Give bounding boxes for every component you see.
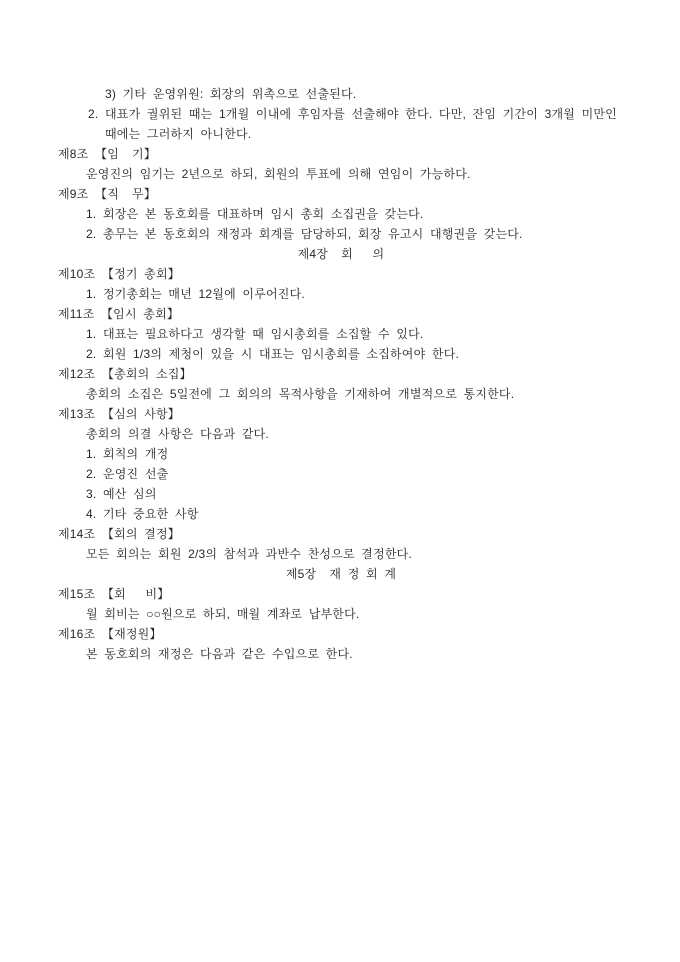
article-12-heading: 제12조 【총회의 소집】 <box>58 367 192 381</box>
article-11-heading: 제11조 【임시 총회】 <box>58 307 180 321</box>
article-10-item-1: 1. 정기총회는 매년 12월에 이루어진다. <box>86 287 305 301</box>
article-8-heading: 제8조 【임 기】 <box>58 147 157 161</box>
article-8-body: 운영진의 임기는 2년으로 하되, 회원의 투표에 의해 연임이 가능하다. <box>86 167 471 181</box>
article-12-body: 총회의 소집은 5일전에 그 회의의 목적사항을 기재하여 개별적으로 통지한다. <box>86 387 515 401</box>
article-16-body: 본 동호회의 재정은 다음과 같은 수입으로 한다. <box>86 647 353 661</box>
article-13-item-4: 4. 기타 중요한 사항 <box>86 507 199 521</box>
article-13-heading: 제13조 【심의 사항】 <box>58 407 180 421</box>
article-11-item-2: 2. 회원 1/3의 제청이 있을 시 대표는 임시총회를 소집하여야 한다. <box>86 347 460 361</box>
article-10-heading: 제10조 【정기 총회】 <box>58 267 180 281</box>
list-item-sub-3: 3) 기타 운영위원: 회장의 위촉으로 선출된다. <box>105 87 357 101</box>
article-9-heading: 제9조 【직 무】 <box>58 187 157 201</box>
article-16-heading: 제16조 【재정원】 <box>58 627 162 641</box>
article-13-item-1: 1. 회칙의 개정 <box>86 447 169 461</box>
article-13-body: 총회의 의결 사항은 다음과 같다. <box>86 427 269 441</box>
article-13-item-3: 3. 예산 심의 <box>86 487 157 501</box>
article-14-body: 모든 회의는 회원 2/3의 참석과 과반수 찬성으로 결정한다. <box>86 547 412 561</box>
chapter-4-title: 제4장 회 의 <box>297 247 385 261</box>
list-item-2-marker: 2. <box>88 107 99 121</box>
article-14-heading: 제14조 【회의 결정】 <box>58 527 180 541</box>
article-11-item-1: 1. 대표는 필요하다고 생각할 때 임시총회를 소집할 수 있다. <box>86 327 424 341</box>
article-9-item-1: 1. 회장은 본 동호회를 대표하며 임시 총회 소집권을 갖는다. <box>86 207 424 221</box>
article-13-item-2: 2. 운영진 선출 <box>86 467 169 481</box>
list-item-2-text: 대표가 궐위된 때는 1개월 이내에 후임자를 선출해야 한다. 다만, 잔임 기간이 3개월 미만인 때에는 그러하지 아니한다. <box>105 107 624 141</box>
article-15-body: 월 회비는 ○○원으로 하되, 매월 계좌로 납부한다. <box>86 607 360 621</box>
chapter-5-title: 제5장 재 정 회 계 <box>285 567 397 581</box>
list-item-2 <box>58 104 624 144</box>
article-15-heading: 제15조 【회 비】 <box>58 587 170 601</box>
article-9-item-2: 2. 총무는 본 동호회의 재정과 회계를 담당하되, 회장 유고시 대행권을 갖는다. <box>86 227 523 241</box>
